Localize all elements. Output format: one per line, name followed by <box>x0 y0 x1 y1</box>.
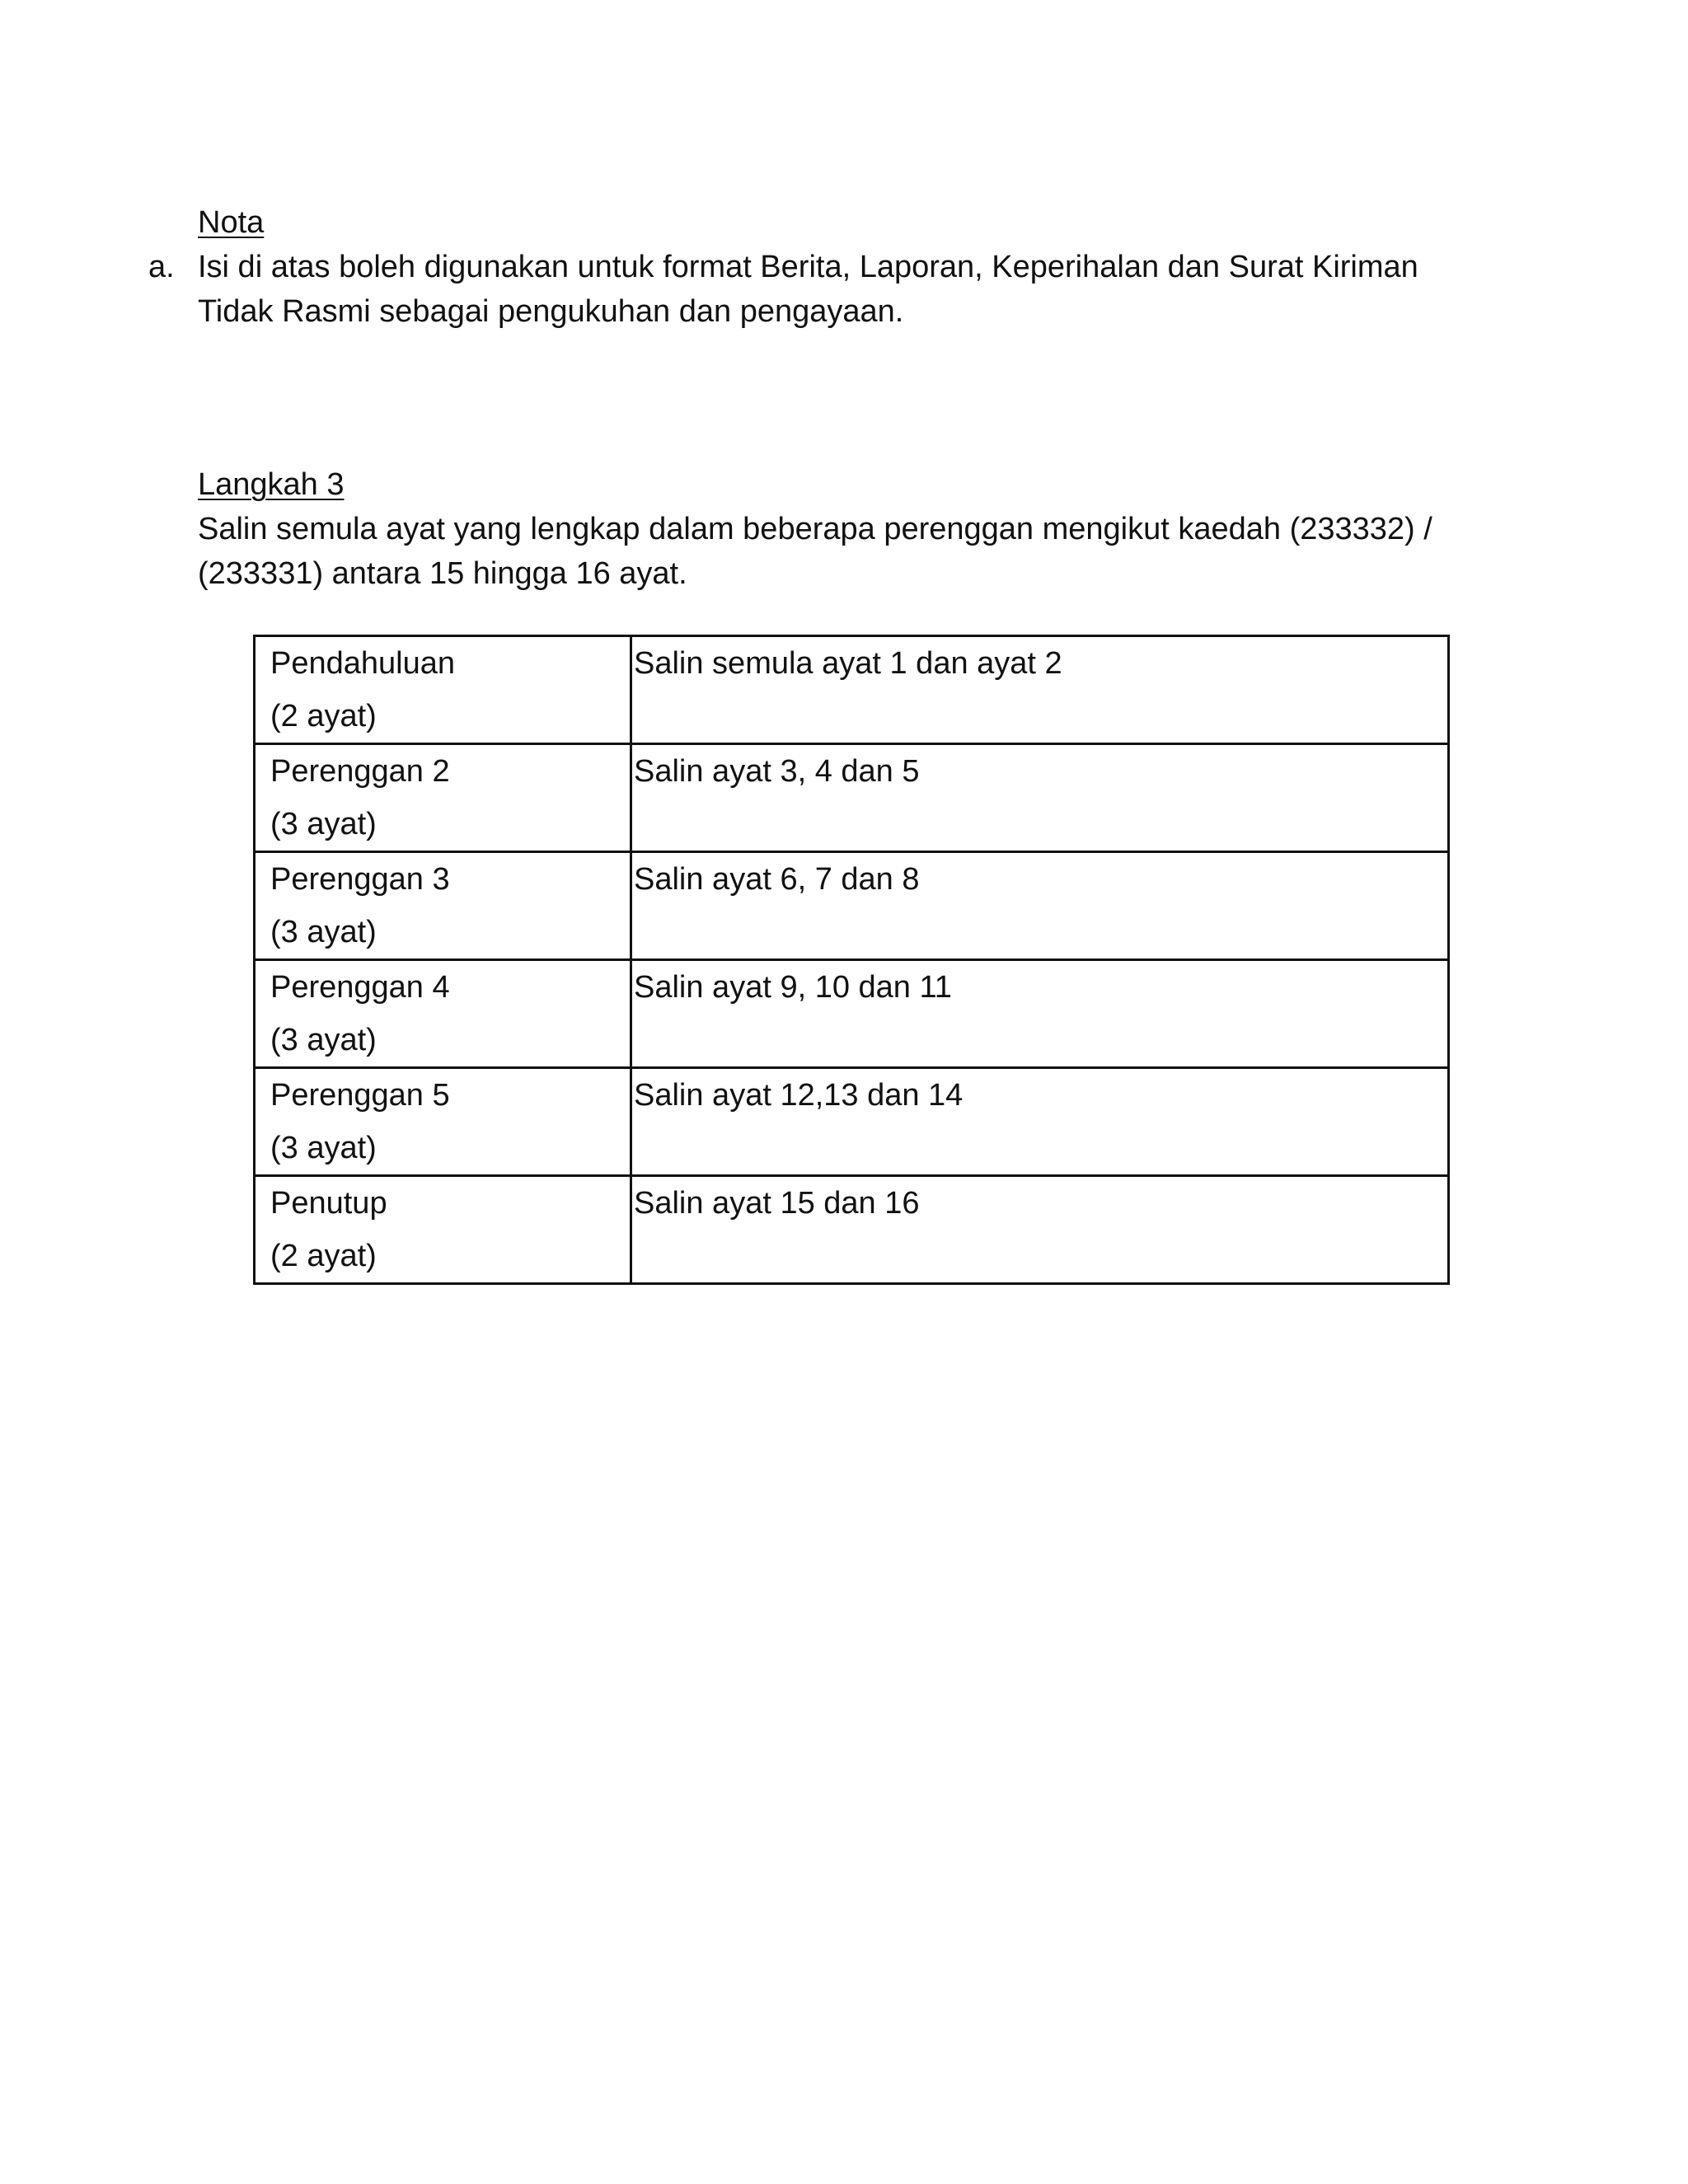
instruction-text: Salin ayat 9, 10 dan 11 <box>634 970 952 1005</box>
section-cell <box>255 960 631 1068</box>
section-cell <box>255 744 631 852</box>
instruction-cell <box>631 636 1449 744</box>
instruction-text: Salin ayat 15 dan 16 <box>634 1186 920 1221</box>
section-name: Pendahuluan <box>270 646 455 681</box>
note-list-item <box>148 245 1500 334</box>
table-row <box>255 744 1449 852</box>
section-cell <box>255 636 631 744</box>
section-name: Penutup <box>270 1186 387 1221</box>
instruction-cell <box>631 744 1449 852</box>
section-name: Perenggan 5 <box>270 1078 450 1113</box>
instruction-cell <box>631 960 1449 1068</box>
table-row <box>255 1068 1449 1176</box>
section-cell <box>255 1176 631 1284</box>
note-item-text: Isi di atas boleh digunakan untuk format Berita, Laporan, Keperihalan dan Surat Kiriman Tidak Rasmi sebagai pengukuhan dan pengayaan. <box>198 250 1418 329</box>
langkah-description: Salin semula ayat yang lengkap dalam beberapa perenggan mengikut kaedah (233332) / (233331) antara 15 hingga 16 ayat. <box>198 512 1432 591</box>
section-cell <box>255 852 631 960</box>
instruction-text: Salin ayat 12,13 dan 14 <box>634 1078 964 1113</box>
sentence-count: (2 ayat) <box>270 699 377 733</box>
nota-heading: Nota <box>198 205 265 240</box>
section-cell <box>255 1068 631 1176</box>
sentence-count: (3 ayat) <box>270 915 377 949</box>
instruction-cell <box>631 852 1449 960</box>
table-row <box>255 960 1449 1068</box>
instruction-text: Salin ayat 3, 4 dan 5 <box>634 754 920 789</box>
instruction-text: Salin semula ayat 1 dan ayat 2 <box>634 646 1062 681</box>
langkah-heading: Langkah 3 <box>198 467 345 502</box>
table-row <box>255 636 1449 744</box>
section-name: Perenggan 3 <box>270 862 450 897</box>
sentence-count: (3 ayat) <box>270 1023 377 1057</box>
instruction-text: Salin ayat 6, 7 dan 8 <box>634 862 920 897</box>
note-item-marker: a. <box>148 250 175 284</box>
section-name: Perenggan 2 <box>270 754 450 789</box>
sentence-count: (2 ayat) <box>270 1239 377 1273</box>
paragraph-steps-table <box>253 635 1450 1285</box>
sentence-count: (3 ayat) <box>270 1131 377 1165</box>
sentence-count: (3 ayat) <box>270 807 377 841</box>
table-row <box>255 852 1449 960</box>
table-row <box>255 1176 1449 1284</box>
instruction-cell <box>631 1176 1449 1284</box>
section-name: Perenggan 4 <box>270 970 450 1005</box>
instruction-cell <box>631 1068 1449 1176</box>
